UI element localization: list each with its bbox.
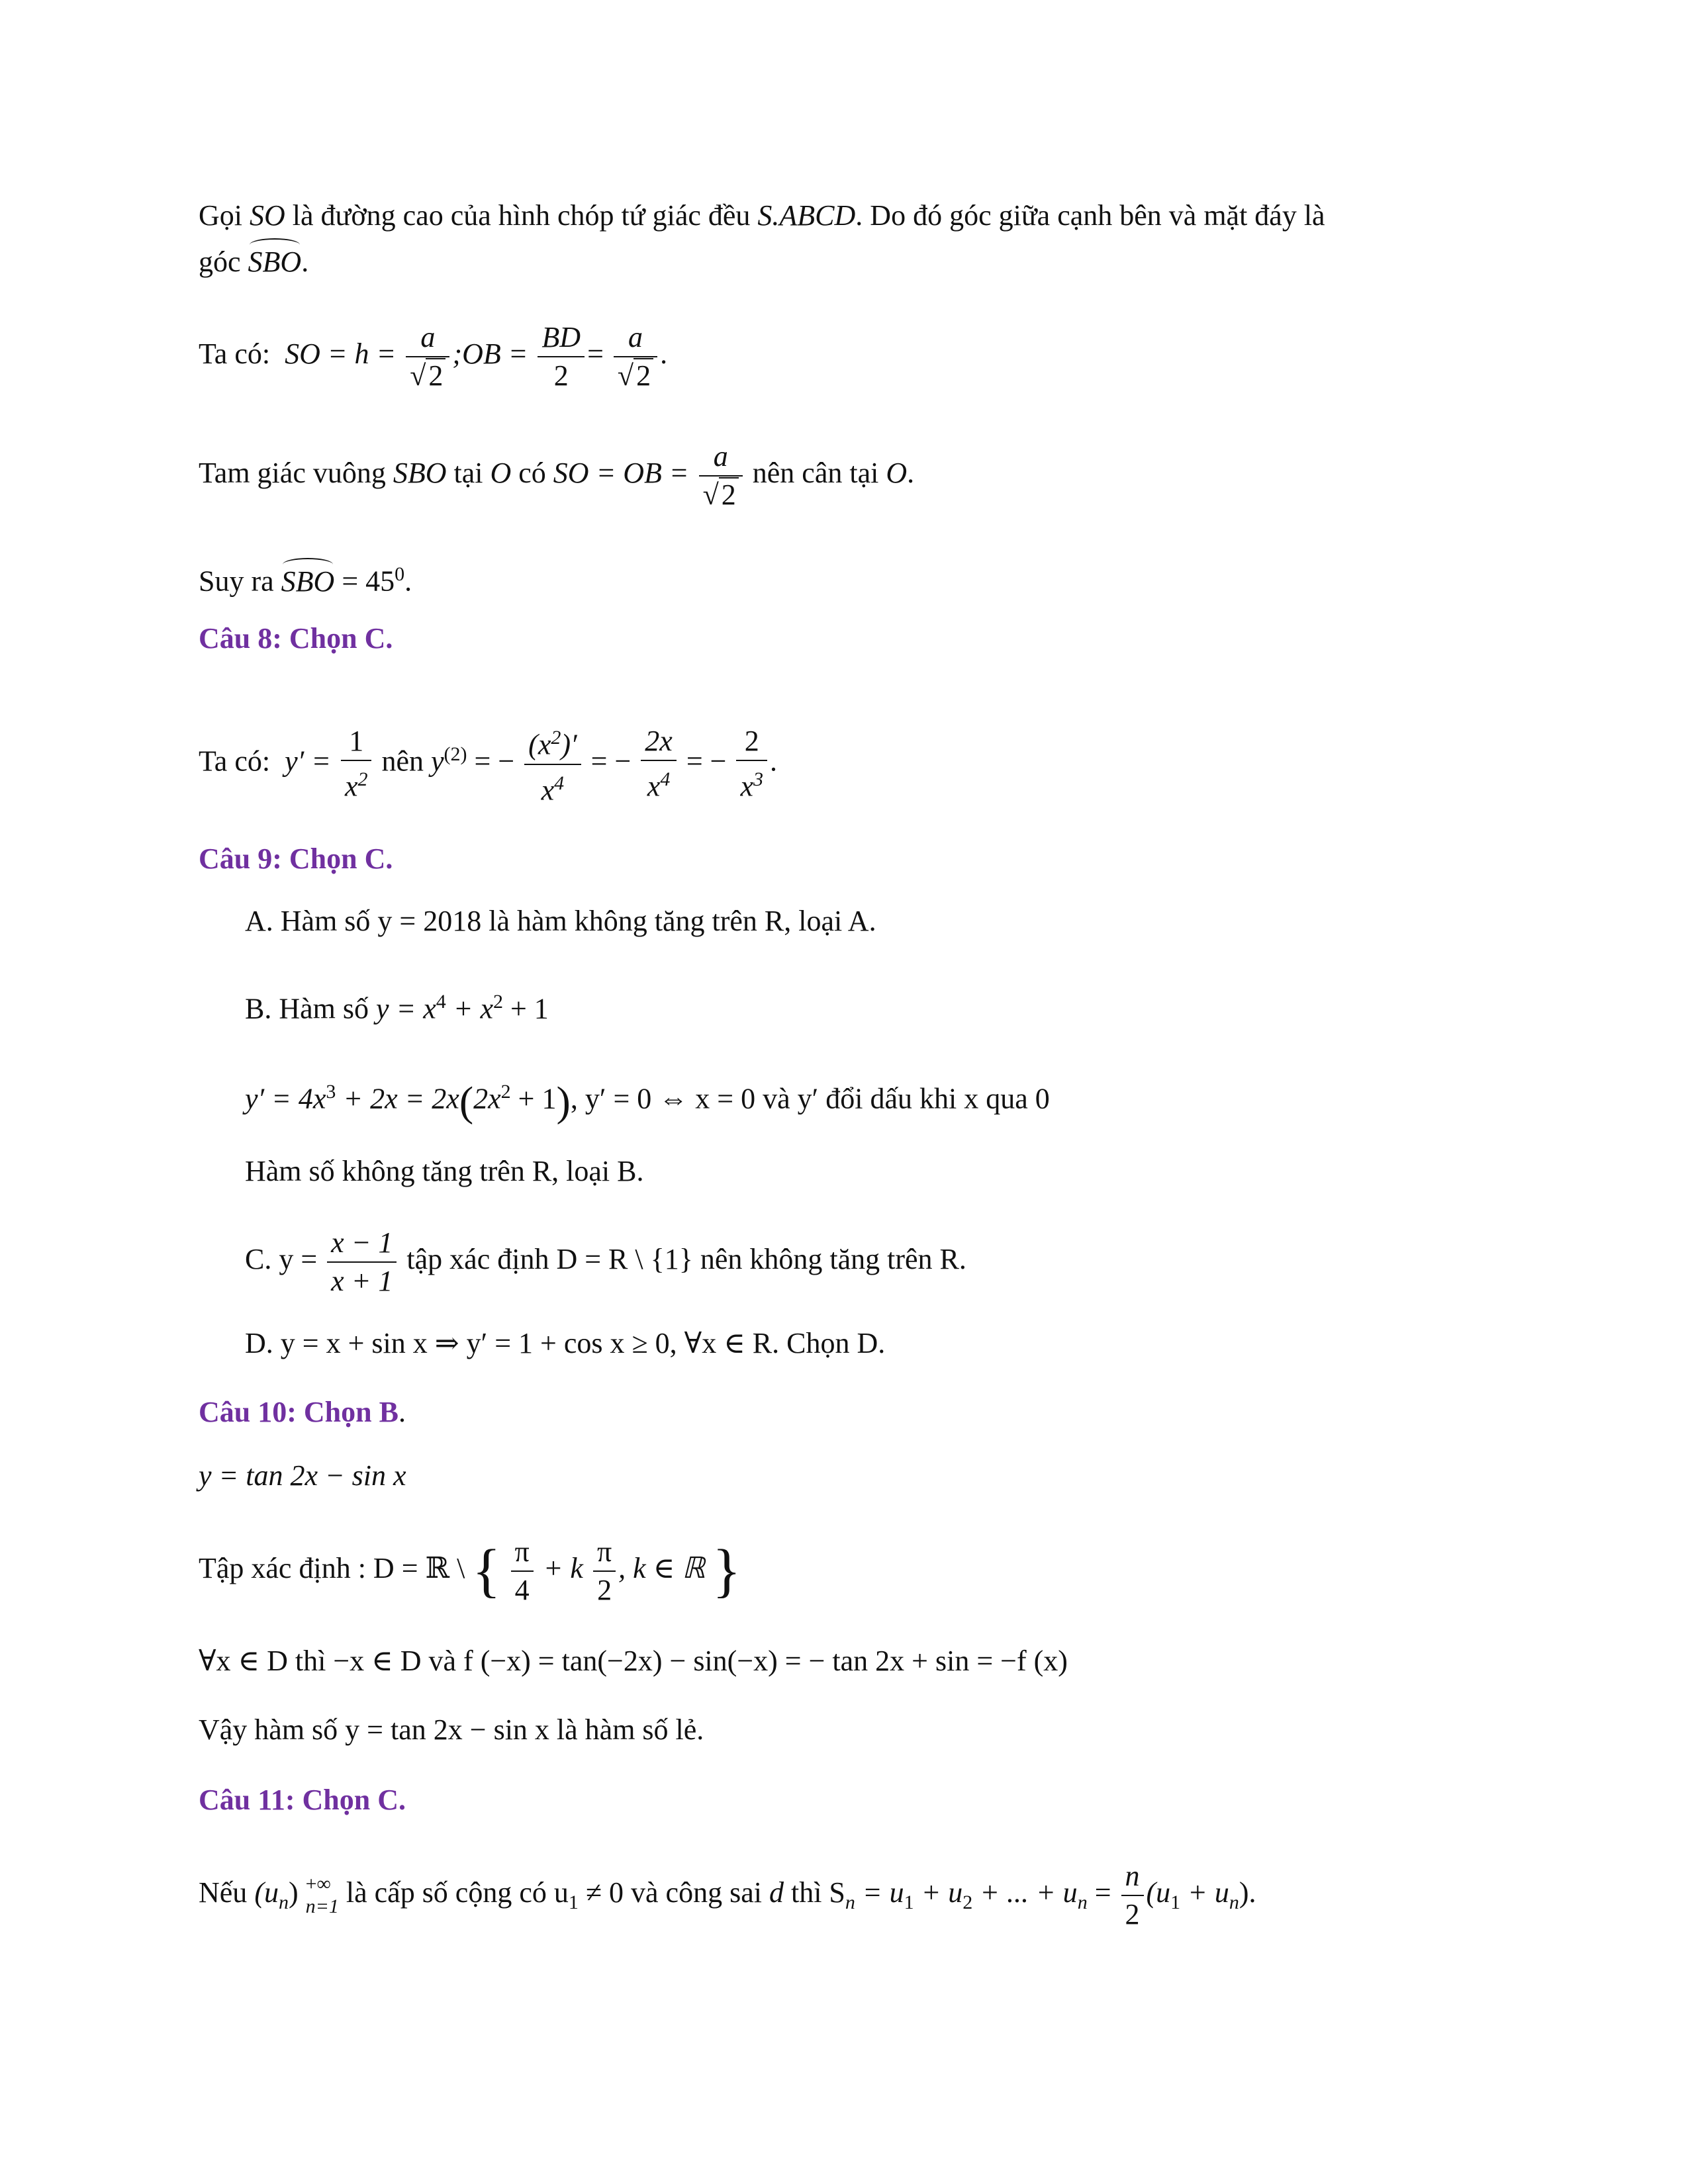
question-heading: Câu 8: Chọn C.	[199, 622, 393, 655]
fraction	[641, 723, 677, 805]
text: có	[511, 457, 553, 489]
text: B. Hàm số	[245, 992, 376, 1025]
option-line	[245, 982, 549, 1029]
denominator: 2	[553, 359, 569, 392]
math-text: + 2x = 2x	[336, 1082, 459, 1115]
index-range	[306, 1873, 339, 1918]
text: là đường cao của hình chóp tứ giác đều	[285, 199, 758, 232]
math-text: y	[431, 745, 444, 778]
paragraph-line	[199, 196, 1325, 236]
subscript: 2	[962, 1891, 973, 1913]
math-text: y′ = 4x	[245, 1082, 326, 1115]
denominator	[341, 761, 372, 805]
equation-line	[199, 702, 777, 815]
math-text: SO = OB =	[553, 457, 689, 489]
fraction	[524, 719, 581, 809]
math-text: y = x	[376, 992, 436, 1025]
fraction	[327, 1224, 397, 1300]
superscript: +∞	[305, 1872, 331, 1895]
math-text: = −	[590, 745, 632, 778]
question-heading	[199, 1392, 406, 1432]
fraction	[511, 1533, 534, 1609]
math-text: x	[541, 774, 555, 807]
math-text: + u	[914, 1876, 963, 1909]
equation-line: ∀x ∈ D thì −x ∈ D và f (−x) = tan(−2x) − sin(−x) = − tan 2x + sin = −f (x)	[199, 1645, 1068, 1677]
text: .	[769, 745, 777, 778]
math-text: y′ =	[285, 745, 331, 778]
numerator: π	[593, 1533, 616, 1572]
numerator: x − 1	[327, 1224, 397, 1263]
subscript: n	[278, 1891, 289, 1913]
paragraph-line	[199, 555, 412, 602]
math-text: Tập xác định : D = ℝ \	[199, 1552, 465, 1584]
math-text: )	[288, 1876, 299, 1909]
superscript: 2	[357, 768, 368, 791]
question-heading: Câu 11: Chọn C.	[199, 1784, 406, 1816]
superscript: 0	[395, 563, 405, 585]
radicand: 2	[633, 358, 653, 392]
numerator: π	[511, 1533, 534, 1572]
radicand: 2	[719, 477, 739, 511]
text: tại	[446, 457, 491, 489]
angle-symbol: SBO	[281, 562, 335, 602]
equation-line	[199, 1846, 1256, 1949]
text: Ta có:	[199, 745, 271, 778]
math-text: + k	[543, 1552, 583, 1584]
math-text: O	[886, 457, 908, 489]
text: góc	[199, 246, 248, 278]
fraction	[593, 1533, 616, 1609]
paren: (	[459, 1077, 474, 1125]
math-text: S.ABCD	[757, 199, 856, 232]
math-text: + u	[1180, 1876, 1229, 1909]
subscript: 1	[568, 1891, 579, 1913]
fraction	[614, 319, 657, 394]
subscript: 1	[904, 1891, 914, 1913]
subscript: n=1	[305, 1895, 339, 1917]
math-text: + 1	[502, 992, 549, 1025]
math-text: 2x	[473, 1082, 501, 1115]
fraction	[736, 723, 767, 805]
equation-line	[199, 311, 667, 397]
math-text: + ... + u	[972, 1876, 1078, 1909]
denominator: 4	[514, 1573, 530, 1606]
numerator: 2x	[641, 723, 677, 761]
math-text: SO	[250, 199, 285, 232]
numerator: a	[614, 319, 657, 357]
heading-text: Câu 10: Chọn B	[199, 1396, 399, 1428]
option-line: D. y = x + sin x ⇒ y′ = 1 + cos x ≥ 0, ∀x ∈ R. Chọn D.	[245, 1327, 886, 1359]
denominator	[736, 761, 767, 805]
superscript: 2	[551, 726, 561, 749]
math-text: , k ∈ ℝ	[618, 1552, 706, 1584]
fraction	[699, 438, 743, 514]
paragraph-line	[199, 242, 308, 282]
math-text: (u	[254, 1876, 279, 1909]
subscript: n	[1077, 1891, 1088, 1913]
math-text: + 1	[510, 1082, 557, 1115]
brace: {	[472, 1537, 501, 1604]
angle-symbol: SBO	[248, 242, 302, 282]
math-text: + x	[445, 992, 493, 1025]
equation-line: y = tan 2x − sin x	[199, 1459, 406, 1492]
numerator: a	[406, 319, 449, 357]
numerator: n	[1121, 1858, 1144, 1896]
numerator: a	[699, 438, 743, 477]
denominator: √2	[699, 477, 743, 514]
math-text: d	[769, 1876, 784, 1909]
equation-line	[199, 1522, 741, 1617]
numerator	[524, 719, 581, 765]
math-text: ).	[1239, 1876, 1256, 1909]
equation-line	[245, 1072, 1050, 1125]
superscript: 4	[660, 768, 671, 791]
math-text: x	[740, 770, 753, 803]
text: là cấp số cộng có u	[346, 1876, 569, 1909]
numerator: 1	[341, 723, 372, 761]
text: .	[301, 246, 309, 278]
superscript: 3	[753, 768, 763, 791]
option-line: Hàm số không tăng trên R, loại B.	[245, 1155, 644, 1187]
radicand: 2	[426, 358, 445, 392]
denominator	[641, 761, 677, 805]
brace: }	[712, 1537, 741, 1604]
math-text: (u	[1146, 1876, 1171, 1909]
text: .	[404, 565, 412, 598]
numerator: 2	[736, 723, 767, 761]
subscript: n	[1229, 1891, 1239, 1913]
text: Nếu	[199, 1876, 255, 1909]
equation-line	[199, 430, 914, 516]
text: Tam giác vuông	[199, 457, 393, 489]
denominator: 2	[597, 1573, 612, 1606]
fraction	[341, 723, 372, 805]
fraction	[406, 319, 449, 394]
paragraph-line: Vậy hàm số y = tan 2x − sin x là hàm số lẻ.	[199, 1713, 704, 1746]
superscript: (2)	[444, 743, 467, 765]
denominator: 2	[1125, 1897, 1140, 1931]
denominator: √2	[614, 357, 657, 394]
text: . Do đó góc giữa cạnh bên và mặt đáy là	[855, 199, 1325, 232]
heading-period: .	[398, 1396, 406, 1428]
math-text: x	[647, 770, 661, 803]
denominator: √2	[406, 357, 449, 394]
text: tập xác định D = R \ {1} nên không tăng trên R.	[406, 1243, 966, 1275]
text: ≠ 0 và công sai	[578, 1876, 769, 1909]
paren: )	[556, 1077, 571, 1125]
subscript: n	[845, 1891, 855, 1913]
math-text: = −	[686, 745, 727, 778]
numerator: BD	[538, 319, 585, 357]
superscript: 4	[554, 772, 565, 794]
math-text: SO = h =	[285, 338, 397, 370]
fraction	[538, 319, 585, 394]
option-line: A. Hàm số y = 2018 là hàm không tăng trên R, loại A.	[245, 905, 876, 937]
text: Gọi	[199, 199, 250, 232]
denominator	[524, 765, 581, 809]
math-text: x	[344, 770, 358, 803]
math-text: = u	[855, 1876, 904, 1909]
text: nên	[381, 745, 424, 778]
subscript: 1	[1170, 1891, 1181, 1913]
math-text: C. y =	[245, 1243, 318, 1275]
superscript: 2	[492, 991, 503, 1013]
superscript: 4	[436, 991, 446, 1013]
question-heading: Câu 9: Chọn C.	[199, 842, 393, 875]
math-text: =	[587, 338, 604, 370]
fraction	[1121, 1858, 1144, 1933]
superscript: 2	[500, 1081, 511, 1103]
math-text: SBO	[393, 457, 447, 489]
math-text: =	[1087, 1876, 1111, 1909]
math-text: O	[490, 457, 512, 489]
math-text: , y′ = 0 ⇔ x = 0 và y′ đổi dấu khi x qua 0	[570, 1082, 1050, 1115]
option-line	[245, 1216, 966, 1302]
text: thì S	[783, 1876, 845, 1909]
math-text: )′	[561, 728, 577, 761]
denominator: x + 1	[331, 1264, 393, 1297]
text: = 45	[334, 565, 395, 598]
text: .	[660, 338, 668, 370]
superscript: 3	[326, 1081, 336, 1103]
text: .	[907, 457, 915, 489]
text: Ta có:	[199, 338, 271, 370]
math-text: = −	[474, 745, 515, 778]
text: Suy ra	[199, 565, 281, 598]
text: nên cân tại	[752, 457, 886, 489]
math-text: (x	[528, 728, 551, 761]
math-text: ;OB =	[452, 338, 528, 370]
